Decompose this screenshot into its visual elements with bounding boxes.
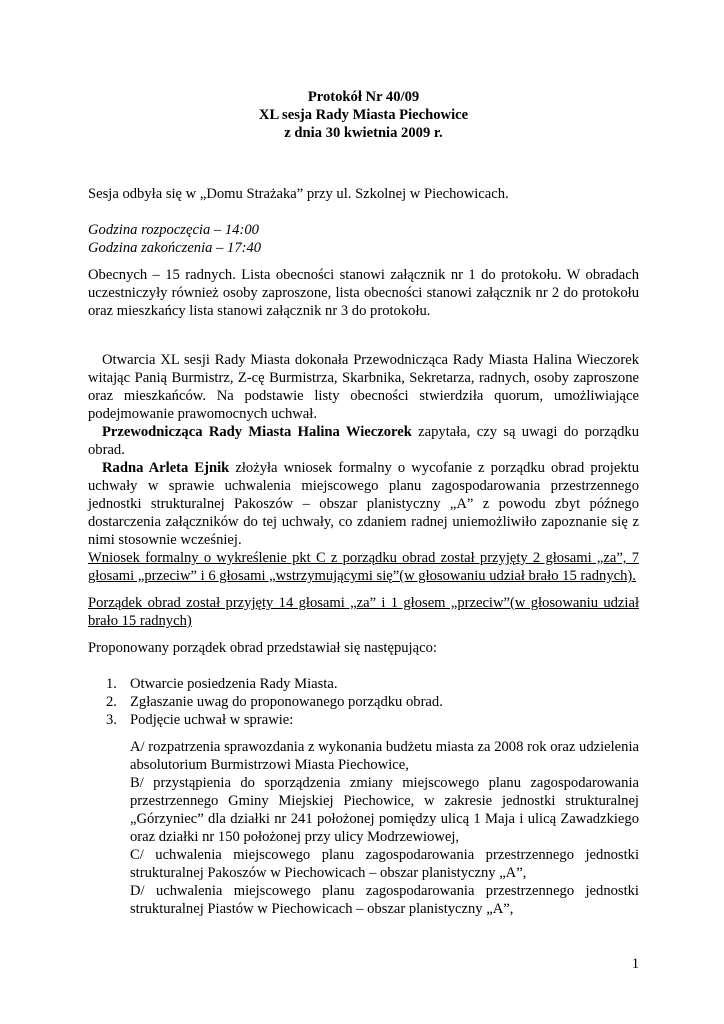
agenda-item: 3. Podjęcie uchwał w sprawie: [106,712,294,728]
agenda-subitems [130,738,639,918]
venue-paragraph: Sesja odbyła się w „Domu Strażaka” przy ul. Szkolnej w Piechowicach. [88,186,509,202]
title-line-3: z dnia 30 kwietnia 2009 r. [284,125,443,141]
motion-text: złożyła wniosek formalny o wycofanie z porządku obrad projektu uchwały w sprawie uchwalenia miejscowego planu zagospodarowania przestrzennego jednostki strukturalnej Pakoszów – obszar planistyczny „A” z powodu zbyt późnego dostarczenia załączników do tej uchwały, co zdaniem radnej uniemożliwiło zapoznanie się z nimi stosownie wcześniej. [88,460,639,548]
page-number: 1 [631,956,639,972]
agenda-result: Porządek obrad został przyjęty 14 głosami „za” i 1 głosem „przeciw”(w głosowaniu udział brało 15 radnych) [88,595,639,629]
subitem-a: A/ rozpatrzenia sprawozdania z wykonania budżetu miasta za 2008 rok oraz udzielenia absolutorium Burmistrzowi Miasta Piechowice, [130,739,639,773]
session-times [88,221,639,257]
subitem-b: B/ przystąpienia do sporządzenia zmiany miejscowego planu zagospodarowania przestrzennego Gminy Miejskiej Piechowice, w zakresie jednostki strukturalnej „Górzyniec” dla działki nr 241 położonej pomiędzy ulicą 1 Maja i ulicą Zawadzkiego oraz działki nr 150 położonej przy ulicy Modrzewiowej, [130,775,639,845]
subitem-d: D/ uchwalenia miejscowego planu zagospodarowania przestrzennego jednostki strukturalnej Piastów w Piechowicach – obszar planistyczny „A”, [130,883,639,917]
subitem-c: C/ uchwalenia miejscowego planu zagospodarowania przestrzennego jednostki strukturalnej Pakoszów w Piechowicach – obszar planistyczny „A”, [130,847,639,881]
chair-paragraph [88,423,639,459]
attendance-paragraph: Obecnych – 15 radnych. Lista obecności stanowi załącznik nr 1 do protokołu. W obradach uczestniczyły również osoby zaproszone, lista obecności stanowi załącznik nr 2 do protokołu oraz mieszkańcy lista stanowi załącznik nr 3 do protokołu. [88,267,639,319]
title-line-2: XL sesja Rady Miasta Piechowice [258,107,469,123]
agenda-intro: Proponowany porządek obrad przedstawiał się następująco: [88,640,437,656]
motion-paragraph [88,459,639,549]
motion-result: Wniosek formalny o wykreślenie pkt C z porządku obrad został przyjęty 2 głosami „za”, 7 głosami „przeciw” i 6 głosami „wstrzymującymi się”(w głosowaniu udział brało 15 radnych). [88,550,639,584]
chair-name: Przewodnicząca Rady Miasta Halina Wieczorek [102,424,412,440]
agenda-item: 2. Zgłaszanie uwag do proponowanego porządku obrad. [106,694,443,710]
end-time: Godzina zakończenia – 17:40 [88,240,262,256]
start-time: Godzina rozpoczęcia – 14:00 [88,222,259,238]
chair-text: zapytała, czy są uwagi do porządku obrad. [88,424,639,458]
motion-name: Radna Arleta Ejnik [102,460,230,476]
opening-paragraph: Otwarcia XL sesji Rady Miasta dokonała Przewodnicząca Rady Miasta Halina Wieczorek witając Panią Burmistrz, Z-cę Burmistrza, Skarbnika, Sekretarza, radnych, osoby zaproszone oraz mieszkańców. Na podstawie listy obecności stwierdziła quorum, umożliwiające podejmowanie prawomocnych uchwał. [88,352,639,422]
title-line-1: Protokół Nr 40/09 [307,89,420,105]
agenda-list [88,675,639,729]
document-title [88,88,639,142]
agenda-item: 1. Otwarcie posiedzenia Rady Miasta. [106,676,338,692]
